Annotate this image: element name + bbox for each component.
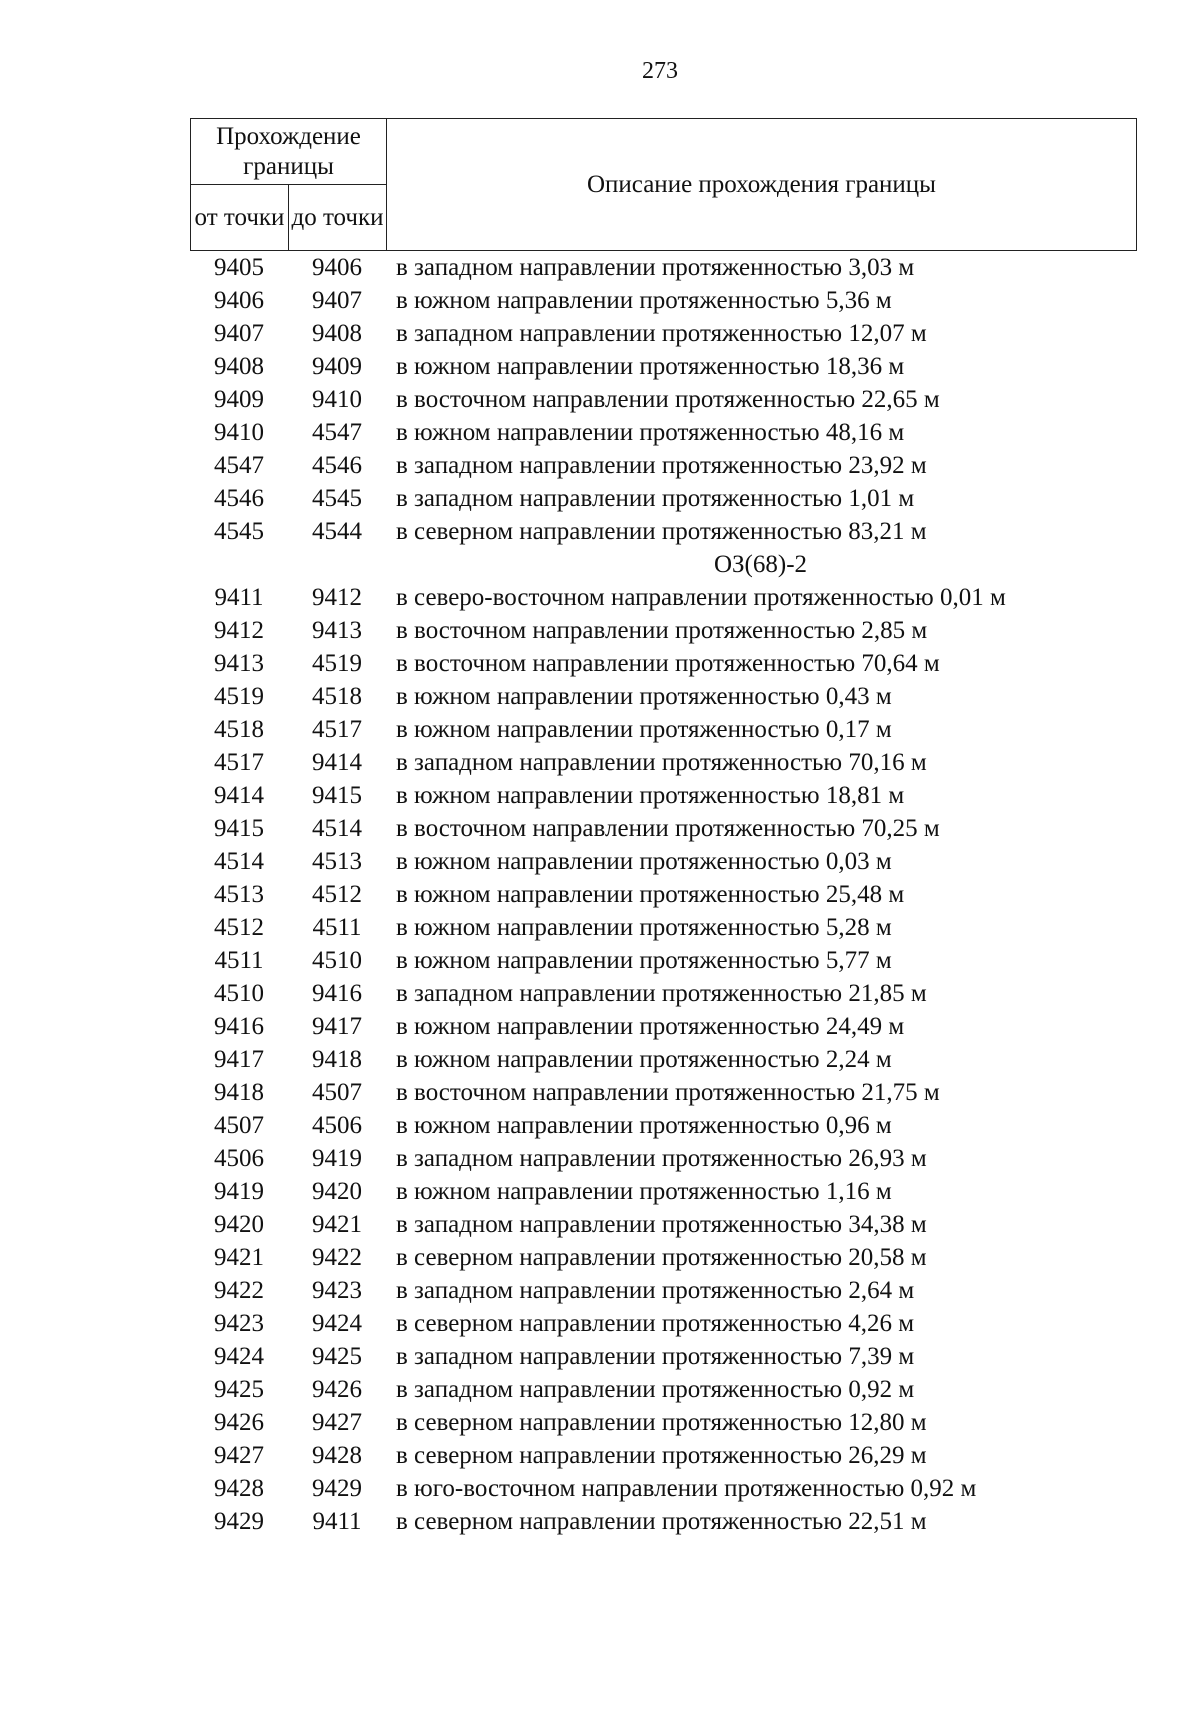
table-row [190, 350, 1136, 383]
to-point-cell: 9408 [312, 320, 362, 347]
description-cell: в южном направлении протяженностью 25,48 м [396, 881, 905, 908]
to-point-cell: 4511 [312, 914, 362, 941]
table-row [190, 1043, 1136, 1076]
description-cell: в южном направлении протяженностью 24,49 м [396, 1013, 905, 1040]
description-cell: в западном направлении протяженностью 23,92 м [396, 452, 927, 479]
table-body-block-2 [190, 581, 1136, 1538]
from-point-cell: 9420 [214, 1211, 264, 1238]
table-row [190, 482, 1136, 515]
table-row [190, 581, 1136, 614]
to-point-cell: 4518 [312, 683, 362, 710]
description-cell: в южном направлении протяженностью 18,81 м [396, 782, 905, 809]
to-point-cell: 4519 [312, 650, 362, 677]
from-point-cell: 4547 [214, 452, 264, 479]
to-point-cell: 9422 [312, 1244, 362, 1271]
description-cell: в западном направлении протяженностью 2,64 м [396, 1277, 915, 1304]
to-point-cell: 9425 [312, 1343, 362, 1370]
table-row [190, 911, 1136, 944]
from-point-cell: 9429 [214, 1508, 264, 1535]
from-point-cell: 9421 [214, 1244, 264, 1271]
from-point-cell: 9409 [214, 386, 264, 413]
from-point-cell: 9423 [214, 1310, 264, 1337]
from-point-cell: 9424 [214, 1343, 264, 1370]
to-point-cell: 9407 [312, 287, 362, 314]
table-row [190, 1340, 1136, 1373]
table-row [190, 977, 1136, 1010]
description-cell: в северном направлении протяженностью 20,58 м [396, 1244, 927, 1271]
description-cell: в южном направлении протяженностью 0,17 м [396, 716, 892, 743]
to-point-cell: 9429 [312, 1475, 362, 1502]
description-cell: в западном направлении протяженностью 3,03 м [396, 254, 915, 281]
from-point-cell: 4506 [214, 1145, 264, 1172]
table-row [190, 647, 1136, 680]
from-point-cell: 9411 [214, 584, 264, 611]
to-point-cell: 9411 [312, 1508, 362, 1535]
description-cell: в южном направлении протяженностью 0,43 м [396, 683, 892, 710]
from-point-cell: 9405 [214, 254, 264, 281]
table-row [190, 779, 1136, 812]
description-cell: в юго-восточном направлении протяженностью 0,92 м [396, 1475, 977, 1502]
description-cell: в северном направлении протяженностью 22,51 м [396, 1508, 927, 1535]
description-cell: в южном направлении протяженностью 0,96 м [396, 1112, 892, 1139]
section-title: ОЗ(68)-2 [713, 551, 808, 578]
to-point-cell: 4507 [312, 1079, 362, 1106]
table-row [190, 1505, 1136, 1538]
to-point-cell: 4544 [312, 518, 362, 545]
table-row [190, 713, 1136, 746]
description-cell: в западном направлении протяженностью 0,92 м [396, 1376, 915, 1403]
header-to-point: до точки [289, 185, 387, 251]
table-body-block-1 [190, 251, 1136, 548]
description-cell: в южном направлении протяженностью 5,77 м [396, 947, 892, 974]
from-point-cell: 9407 [214, 320, 264, 347]
table-row [190, 449, 1136, 482]
to-point-cell: 4546 [312, 452, 362, 479]
header-description: Описание прохождения границы [387, 119, 1137, 251]
from-point-cell: 9422 [214, 1277, 264, 1304]
from-point-cell: 9425 [214, 1376, 264, 1403]
page-number: 273 [642, 58, 678, 84]
from-point-cell: 4513 [214, 881, 264, 908]
header-group-title: Прохождение границы [191, 119, 387, 185]
description-cell: в западном направлении протяженностью 1,01 м [396, 485, 915, 512]
table-row [190, 1406, 1136, 1439]
description-cell: в северном направлении протяженностью 83,21 м [396, 518, 927, 545]
description-cell: в западном направлении протяженностью 12,07 м [396, 320, 927, 347]
from-point-cell: 4507 [214, 1112, 264, 1139]
description-cell: в северном направлении протяженностью 4,26 м [396, 1310, 915, 1337]
description-cell: в восточном направлении протяженностью 70,64 м [396, 650, 940, 677]
description-cell: в северо-восточном направлении протяженностью 0,01 м [396, 584, 1006, 611]
from-point-cell: 9406 [214, 287, 264, 314]
description-cell: в западном направлении протяженностью 21,85 м [396, 980, 927, 1007]
table-row [190, 944, 1136, 977]
from-point-cell: 9412 [214, 617, 264, 644]
to-point-cell: 9409 [312, 353, 362, 380]
table-row [190, 812, 1136, 845]
description-cell: в южном направлении протяженностью 5,36 м [396, 287, 892, 314]
from-point-cell: 4510 [214, 980, 264, 1007]
table-row [190, 1274, 1136, 1307]
from-point-cell: 9426 [214, 1409, 264, 1436]
to-point-cell: 4517 [312, 716, 362, 743]
description-cell: в восточном направлении протяженностью 22,65 м [396, 386, 940, 413]
description-cell: в южном направлении протяженностью 2,24 м [396, 1046, 892, 1073]
table-row [190, 251, 1136, 284]
description-cell: в западном направлении протяженностью 7,39 м [396, 1343, 915, 1370]
to-point-cell: 9428 [312, 1442, 362, 1469]
table-row [190, 1142, 1136, 1175]
from-point-cell: 9414 [214, 782, 264, 809]
from-point-cell: 9427 [214, 1442, 264, 1469]
to-point-cell: 9420 [312, 1178, 362, 1205]
table-row [190, 680, 1136, 713]
table-row [190, 1307, 1136, 1340]
to-point-cell: 4506 [312, 1112, 362, 1139]
to-point-cell: 9418 [312, 1046, 362, 1073]
description-cell: в западном направлении протяженностью 34,38 м [396, 1211, 927, 1238]
to-point-cell: 9410 [312, 386, 362, 413]
description-cell: в южном направлении протяженностью 1,16 м [396, 1178, 892, 1205]
to-point-cell: 9413 [312, 617, 362, 644]
table-header [190, 118, 1137, 251]
to-point-cell: 9415 [312, 782, 362, 809]
from-point-cell: 4517 [214, 749, 264, 776]
to-point-cell: 9417 [312, 1013, 362, 1040]
to-point-cell: 9421 [312, 1211, 362, 1238]
to-point-cell: 9424 [312, 1310, 362, 1337]
table-row [190, 416, 1136, 449]
from-point-cell: 9410 [214, 419, 264, 446]
table-row [190, 1175, 1136, 1208]
description-cell: в южном направлении протяженностью 48,16 м [396, 419, 905, 446]
from-point-cell: 9417 [214, 1046, 264, 1073]
description-cell: в западном направлении протяженностью 26,93 м [396, 1145, 927, 1172]
description-cell: в южном направлении протяженностью 18,36 м [396, 353, 905, 380]
description-cell: в южном направлении протяженностью 5,28 м [396, 914, 892, 941]
from-point-cell: 4511 [214, 947, 264, 974]
table-row [190, 515, 1136, 548]
to-point-cell: 9406 [312, 254, 362, 281]
to-point-cell: 9412 [312, 584, 362, 611]
table-row [190, 1208, 1136, 1241]
boundary-table [190, 118, 1136, 1538]
to-point-cell: 9426 [312, 1376, 362, 1403]
table-row [190, 845, 1136, 878]
description-cell: в восточном направлении протяженностью 2,85 м [396, 617, 928, 644]
from-point-cell: 9428 [214, 1475, 264, 1502]
from-point-cell: 4545 [214, 518, 264, 545]
table-row [190, 1373, 1136, 1406]
from-point-cell: 4519 [214, 683, 264, 710]
from-point-cell: 4514 [214, 848, 264, 875]
to-point-cell: 9416 [312, 980, 362, 1007]
table-row [190, 1076, 1136, 1109]
to-point-cell: 4513 [312, 848, 362, 875]
to-point-cell: 4514 [312, 815, 362, 842]
table-row [190, 1439, 1136, 1472]
from-point-cell: 4518 [214, 716, 264, 743]
table-row [190, 317, 1136, 350]
table-row [190, 383, 1136, 416]
to-point-cell: 4510 [312, 947, 362, 974]
table-row [190, 1010, 1136, 1043]
table-row [190, 1109, 1136, 1142]
description-cell: в северном направлении протяженностью 26,29 м [396, 1442, 927, 1469]
header-from-point: от точки [191, 185, 289, 251]
to-point-cell: 9427 [312, 1409, 362, 1436]
to-point-cell: 9423 [312, 1277, 362, 1304]
description-cell: в южном направлении протяженностью 0,03 м [396, 848, 892, 875]
description-cell: в западном направлении протяженностью 70,16 м [396, 749, 927, 776]
from-point-cell: 4512 [214, 914, 264, 941]
to-point-cell: 4545 [312, 485, 362, 512]
from-point-cell: 9408 [214, 353, 264, 380]
description-cell: в восточном направлении протяженностью 70,25 м [396, 815, 940, 842]
table-row [190, 1472, 1136, 1505]
to-point-cell: 9419 [312, 1145, 362, 1172]
from-point-cell: 9416 [214, 1013, 264, 1040]
table-row [190, 614, 1136, 647]
from-point-cell: 9413 [214, 650, 264, 677]
to-point-cell: 4547 [312, 419, 362, 446]
table-row [190, 746, 1136, 779]
description-cell: в северном направлении протяженностью 12,80 м [396, 1409, 927, 1436]
description-cell: в восточном направлении протяженностью 21,75 м [396, 1079, 940, 1106]
to-point-cell: 9414 [312, 749, 362, 776]
table-row [190, 1241, 1136, 1274]
to-point-cell: 4512 [312, 881, 362, 908]
from-point-cell: 4546 [214, 485, 264, 512]
from-point-cell: 9419 [214, 1178, 264, 1205]
table-row [190, 284, 1136, 317]
from-point-cell: 9418 [214, 1079, 264, 1106]
from-point-cell: 9415 [214, 815, 264, 842]
table-row [190, 878, 1136, 911]
